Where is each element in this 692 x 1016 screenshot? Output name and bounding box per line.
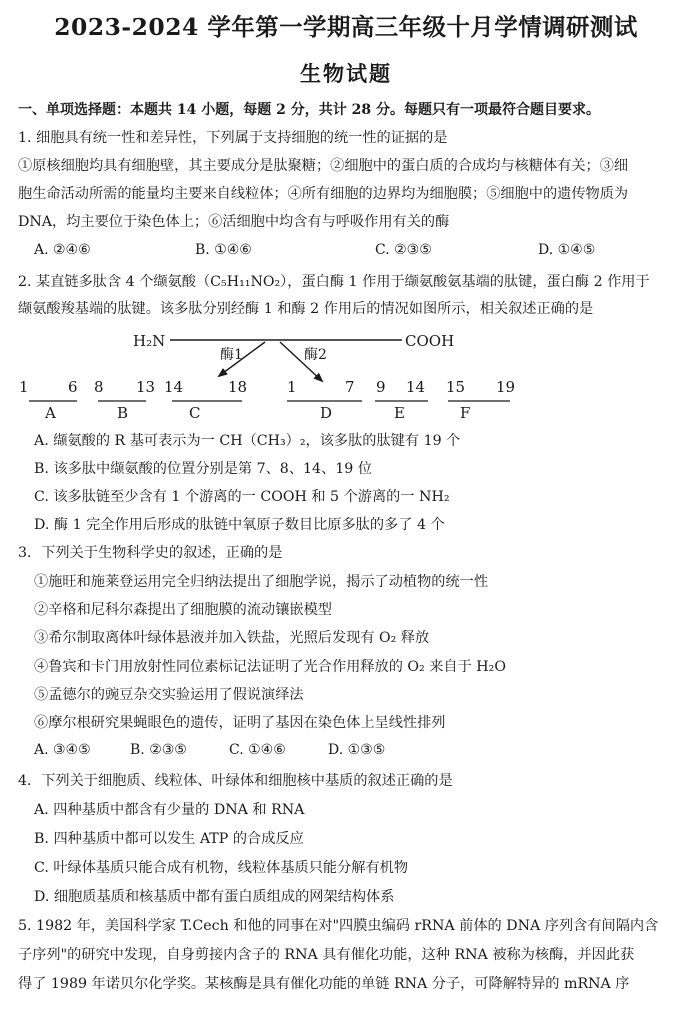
q1-option-d: D. ①④⑤: [538, 242, 596, 258]
q3-item-4: ④鲁宾和卡门用放射性同位素标记法证明了光合作用释放的 O₂ 来自于 H₂O: [34, 659, 506, 675]
c-terminus-label: COOH: [405, 332, 455, 350]
q4-option-d: D. 细胞质基质和核基质中都有蛋白质组成的网架结构体系: [34, 889, 395, 905]
q3-option-b: B. ②③⑤: [130, 742, 187, 758]
q2-option-a: A. 缬氨酸的 R 基可表示为一 CH（CH₃）₂，该多肽的肽键有 19 个: [34, 433, 461, 449]
q5-text-line2: 子序列"的研究中发现，自身剪接内含子的 RNA 具有催化功能，这种 RNA 被称为核酶，并因此获: [18, 947, 635, 963]
fragment-b-end: 13: [136, 378, 156, 396]
q2-stem-line2: 缬氨酸羧基端的肽键。该多肽分别经酶 1 和酶 2 作用后的情况如图所示，相关叙述正确的是: [18, 301, 594, 317]
fragment-c-end: 18: [228, 378, 248, 396]
q4-option-a: A. 四种基质中都含有少量的 DNA 和 RNA: [34, 802, 305, 818]
q2-option-b: B. 该多肽中缬氨酸的位置分别是第 7、8、14、19 位: [34, 461, 373, 477]
q1-option-a: A. ②④⑥: [34, 242, 91, 258]
q1-option-b: B. ①④⑥: [195, 242, 252, 258]
fragment-b-label: B: [117, 404, 129, 422]
q3-option-c: C. ①④⑥: [229, 742, 286, 758]
section-heading: 一、单项选择题：本题共 14 小题，每题 2 分，共计 28 分。每题只有一项最符合题目要求。: [18, 102, 600, 118]
fragment-e-end: 14: [406, 378, 426, 396]
polypeptide-cleavage-diagram: [0, 325, 692, 425]
q3-item-6: ⑥摩尔根研究果蝇眼色的遗传，证明了基因在染色体上呈线性排列: [34, 715, 446, 731]
q2-option-d: D. 酶 1 完全作用后形成的肽链中氧原子数目比原多肽的多了 4 个: [34, 517, 445, 533]
q4-option-c: C. 叶绿体基质只能合成有机物，线粒体基质只能分解有机物: [34, 860, 409, 876]
fragment-c-start: 14: [164, 378, 184, 396]
fragment-d-end: 7: [345, 378, 355, 396]
enzyme2-label: 酶2: [304, 347, 327, 363]
q3-item-5: ⑤孟德尔的豌豆杂交实验运用了假说演绎法: [34, 687, 304, 703]
q4-option-b: B. 四种基质中都可以发生 ATP 的合成反应: [34, 831, 304, 847]
fragment-a-end: 6: [68, 378, 78, 396]
exam-title: 2023-2024 学年第一学期高三年级十月学情调研测试: [54, 13, 638, 41]
n-terminus-label: H₂N: [133, 332, 166, 350]
q1-text-line3: DNA，均主要位于染色体上；⑥活细胞中均含有与呼吸作用有关的酶: [18, 214, 450, 230]
q5-text-line3: 得了 1989 年诺贝尔化学奖。某核酶是具有催化功能的单链 RNA 分子，可降解特异的 mRNA 序: [18, 976, 630, 992]
fragment-e-start: 9: [376, 378, 386, 396]
q1-text-line1: ①原核细胞均具有细胞壁，其主要成分是肽聚糖；②细胞中的蛋白质的合成均与核糖体有关；③细: [18, 158, 629, 174]
exam-subtitle: 生物试题: [300, 61, 392, 86]
q4-stem: 4．下列关于细胞质、线粒体、叶绿体和细胞核中基质的叙述正确的是: [18, 773, 453, 789]
fragment-d-label: D: [320, 404, 333, 422]
q3-item-2: ②辛格和尼科尔森提出了细胞膜的流动镶嵌模型: [34, 602, 332, 618]
q2-option-c: C. 该多肽链至少含有 1 个游离的一 COOH 和 5 个游离的一 NH₂: [34, 489, 450, 505]
fragment-a-label: A: [45, 404, 56, 422]
fragment-c-label: C: [189, 404, 201, 422]
q3-option-a: A. ③④⑤: [34, 742, 91, 758]
q1-option-c: C. ②③⑤: [375, 242, 432, 258]
fragment-f-end: 19: [496, 378, 516, 396]
q1-text-line2: 胞生命活动所需的能量均主要来自线粒体；④所有细胞的边界均为细胞膜；⑤细胞中的遗传物质为: [18, 186, 629, 202]
q5-text-line1: 5. 1982 年，美国科学家 T.Cech 和他的同事在对"四膜虫编码 rRNA 前体的 DNA 序列含有间隔内含: [18, 918, 659, 934]
fragment-b-start: 8: [94, 378, 104, 396]
fragment-a-start: 1: [19, 378, 29, 396]
fragment-f-label: F: [460, 404, 471, 422]
q3-stem: 3．下列关于生物科学史的叙述，正确的是: [18, 545, 283, 561]
fragment-f-start: 15: [446, 378, 466, 396]
fragment-e-label: E: [394, 404, 405, 422]
q3-option-d: D. ①③⑤: [328, 742, 386, 758]
q2-stem-line1: 2. 某直链多肽含 4 个缬氨酸（C₅H₁₁NO₂），蛋白酶 1 作用于缬氨酸氨基端的肽键，蛋白酶 2 作用于: [18, 274, 650, 290]
q3-item-3: ③希尔制取离体叶绿体悬液并加入铁盐，光照后发现有 O₂ 释放: [34, 630, 430, 646]
fragment-d-start: 1: [287, 378, 297, 396]
q1-stem: 1. 细胞具有统一性和差异性，下列属于支持细胞的统一性的证据的是: [18, 130, 448, 146]
q3-item-1: ①施旺和施莱登运用完全归纳法提出了细胞学说，揭示了动植物的统一性: [34, 574, 489, 590]
enzyme1-label: 酶1: [220, 347, 243, 363]
